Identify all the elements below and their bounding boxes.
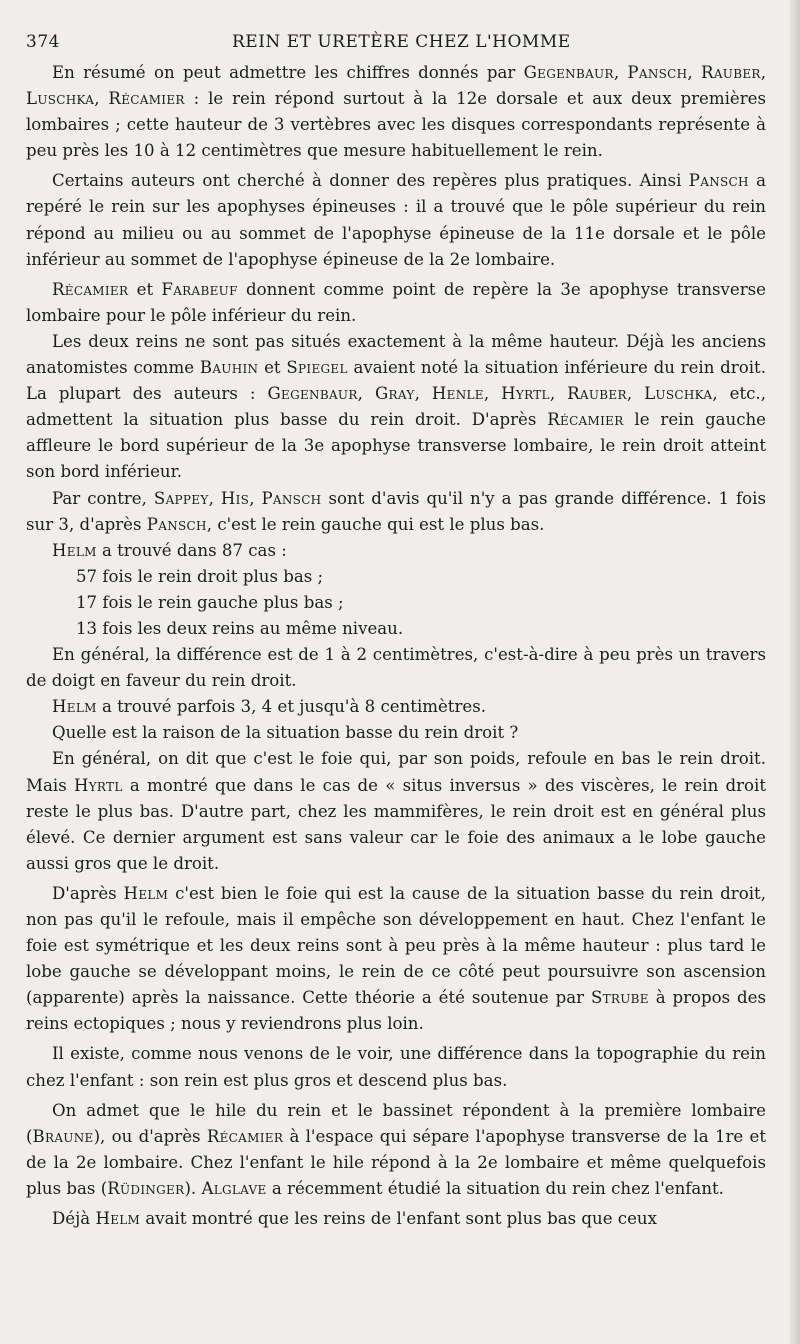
text-run: ). xyxy=(184,1178,202,1198)
text-run: Certains auteurs ont cherché à donner des repères plus pratiques. Ainsi xyxy=(52,171,689,191)
author-name: His xyxy=(220,488,250,508)
text-run: D'après xyxy=(52,883,124,903)
text-run: Par contre, xyxy=(52,488,154,508)
author-name: Rauber xyxy=(701,63,761,82)
text-run: , c'est le rein gauche qui est le plus bas. xyxy=(206,514,545,534)
text-run: , etc., admettent la situation plus basse du rein droit. D'après xyxy=(26,384,766,430)
author-name: Récamier xyxy=(52,279,129,299)
text-run: à propos des reins ectopiques ; nous y reviendrons plus loin. xyxy=(26,988,766,1034)
text-run: et xyxy=(128,279,162,299)
text-run: Il existe, comme nous venons de le voir, une différence dans la topographie du rein chez l'enfant : son rein est plus gros et descend plus bas. xyxy=(26,1044,766,1090)
author-name: Rauber xyxy=(567,384,627,404)
text-run: : le rein répond surtout à la 12e dorsale et aux deux premières lombaires ; cette hauteur de 3 vertèbres avec les disques correspondants représente à peu près les 10 à 12 centimètres que mesure habituellement le rein. xyxy=(26,89,766,161)
author-name: Pansch xyxy=(688,171,749,191)
author-name: Luschka xyxy=(644,384,713,404)
paragraph-10 xyxy=(26,746,766,876)
author-name: Strube xyxy=(590,988,649,1008)
paragraph-12 xyxy=(26,1041,766,1093)
author-name: Gegenbaur xyxy=(523,63,614,82)
paragraph-1 xyxy=(26,60,766,164)
author-name: Helm xyxy=(52,540,97,560)
paragraph-8 xyxy=(26,694,766,720)
text-run: et xyxy=(258,358,287,378)
text-run: En général, on dit que c'est le foie qui, par son poids, refoule en bas le rein droit. Mais xyxy=(26,749,766,795)
author-name: Alglave xyxy=(201,1178,267,1198)
paragraph-9 xyxy=(26,720,766,746)
author-name: Pansch xyxy=(627,63,688,82)
text-run: En résumé on peut admettre les chiffres donnés par xyxy=(52,63,524,82)
running-head: REIN ET URETÈRE CHEZ L'HOMME xyxy=(232,32,571,52)
paragraph-2 xyxy=(26,168,766,272)
author-name: Braune xyxy=(32,1126,94,1146)
text-run: a trouvé parfois 3, 4 et jusqu'à 8 centimètres. xyxy=(96,697,487,717)
paragraph-7 xyxy=(26,642,766,694)
text-run: , xyxy=(357,384,375,404)
author-name: Spiegel xyxy=(286,358,348,378)
text-run: , xyxy=(760,63,766,82)
text-run: a montré que dans le cas de « situs inversus » des viscères, le rein droit reste le plus bas. D'autre part, chez les mammifères, le rein droit est en général plus élevé. Ce dernier argument est sans valeur car le foie des animaux a le lobe gauche aussi gros que le droit. xyxy=(26,775,766,873)
page-header xyxy=(26,24,766,60)
list-item: 17 fois le rein gauche plus bas ; xyxy=(76,592,344,612)
body-text xyxy=(26,60,766,1232)
list-item: 13 fois les deux reins au même niveau. xyxy=(76,618,404,638)
text-run: ), ou d'après xyxy=(93,1126,207,1146)
text-run: à l'espace qui sépare l'apophyse transverse de la 1re et de la 2e lombaire. Chez l'enfant le hile répond à la 2e lombaire et même quelquefois plus bas ( xyxy=(26,1126,766,1198)
text-run: sont d'avis qu'il n'y a pas grande différence. 1 fois sur 3, d'après xyxy=(26,488,766,534)
text-run: , xyxy=(687,63,702,82)
text-run: c'est bien le foie qui est la cause de la situation basse du rein droit, non pas qu'il le refoule, mais il empêche son développement en haut. Chez l'enfant le foie est symétrique et les deux reins sont à peu près à la même hauteur : plus tard le lobe gauche se développant moins, le rein de ce côté peut poursuivre son ascension (apparente) après la naissance. Cette théorie a été soutenue par xyxy=(26,883,766,1008)
paragraph-5 xyxy=(26,486,766,538)
paragraph-3 xyxy=(26,277,766,329)
text-run: Déjà xyxy=(52,1209,96,1229)
text-run: le rein gauche affleure le bord supérieur de la 3e apophyse transverse lombaire, le rein droit atteint son bord inférieur. xyxy=(26,410,766,482)
author-name: Helm xyxy=(123,883,169,903)
author-name: Henle xyxy=(431,384,484,404)
text-run: , xyxy=(94,89,109,109)
text-run: a trouvé dans 87 cas : xyxy=(96,540,287,560)
text-run: , xyxy=(626,384,645,404)
author-name: Hyrtl xyxy=(501,384,550,404)
text-run: , xyxy=(414,384,432,404)
page-edge-shadow xyxy=(790,0,800,1344)
paragraph-14 xyxy=(26,1206,766,1232)
text-run: , xyxy=(249,488,262,508)
text-run: a récemment étudié la situation du rein chez l'enfant. xyxy=(266,1178,724,1198)
paragraph-13 xyxy=(26,1098,766,1202)
text-run: En général, la différence est de 1 à 2 centimètres, c'est-à-dire à peu près un travers de doigt en faveur du rein droit. xyxy=(26,645,766,691)
text-run: a repéré le rein sur les apophyses épineuses : il a trouvé que le pôle supérieur du rein répond au milieu ou au sommet de l'apophyse épineuse de la 11e dorsale et le pôle inférieur au sommet de l'apophyse épineuse de la 2e lombaire. xyxy=(26,171,767,269)
text-run: , xyxy=(208,488,221,508)
author-name: Récamier xyxy=(108,89,185,109)
author-name: Bauhin xyxy=(199,358,259,378)
text-run: , xyxy=(549,384,568,404)
author-name: Hyrtl xyxy=(73,775,123,795)
author-name: Gegenbaur xyxy=(267,384,358,404)
text-run: Quelle est la raison de la situation basse du rein droit ? xyxy=(52,723,519,743)
text-run: avaient noté la situation inférieure du rein droit. La plupart des auteurs : xyxy=(26,358,766,404)
author-name: Helm xyxy=(95,1209,141,1229)
text-run: donnent comme point de repère la 3e apophyse transverse lombaire pour le pôle inférieur du rein. xyxy=(26,279,766,325)
page-number: 374 xyxy=(26,32,60,52)
paragraph-4 xyxy=(26,329,766,486)
text-run: avait montré que les reins de l'enfant sont plus bas que ceux xyxy=(140,1209,657,1229)
paragraph-11 xyxy=(26,881,766,1038)
text-run: , xyxy=(613,63,628,82)
author-name: Pansch xyxy=(261,488,322,508)
author-name: Farabeuf xyxy=(161,279,238,299)
text-run: On admet que le hile du rein et le bassinet répondent à la première lombaire ( xyxy=(26,1100,766,1146)
author-name: Rüdinger xyxy=(107,1178,185,1198)
author-name: Gray xyxy=(374,384,415,404)
list-item: 57 fois le rein droit plus bas ; xyxy=(76,566,324,586)
author-name: Luschka xyxy=(26,89,95,109)
author-name: Pansch xyxy=(146,514,207,534)
author-name: Helm xyxy=(52,697,97,717)
text-run: Les deux reins ne sont pas situés exactement à la même hauteur. Déjà les anciens anatomistes comme xyxy=(26,331,766,378)
author-name: Sappey xyxy=(153,488,209,508)
author-name: Récamier xyxy=(206,1126,284,1146)
text-run: , xyxy=(483,384,502,404)
author-name: Récamier xyxy=(547,410,624,430)
paragraph-6 xyxy=(26,538,766,564)
